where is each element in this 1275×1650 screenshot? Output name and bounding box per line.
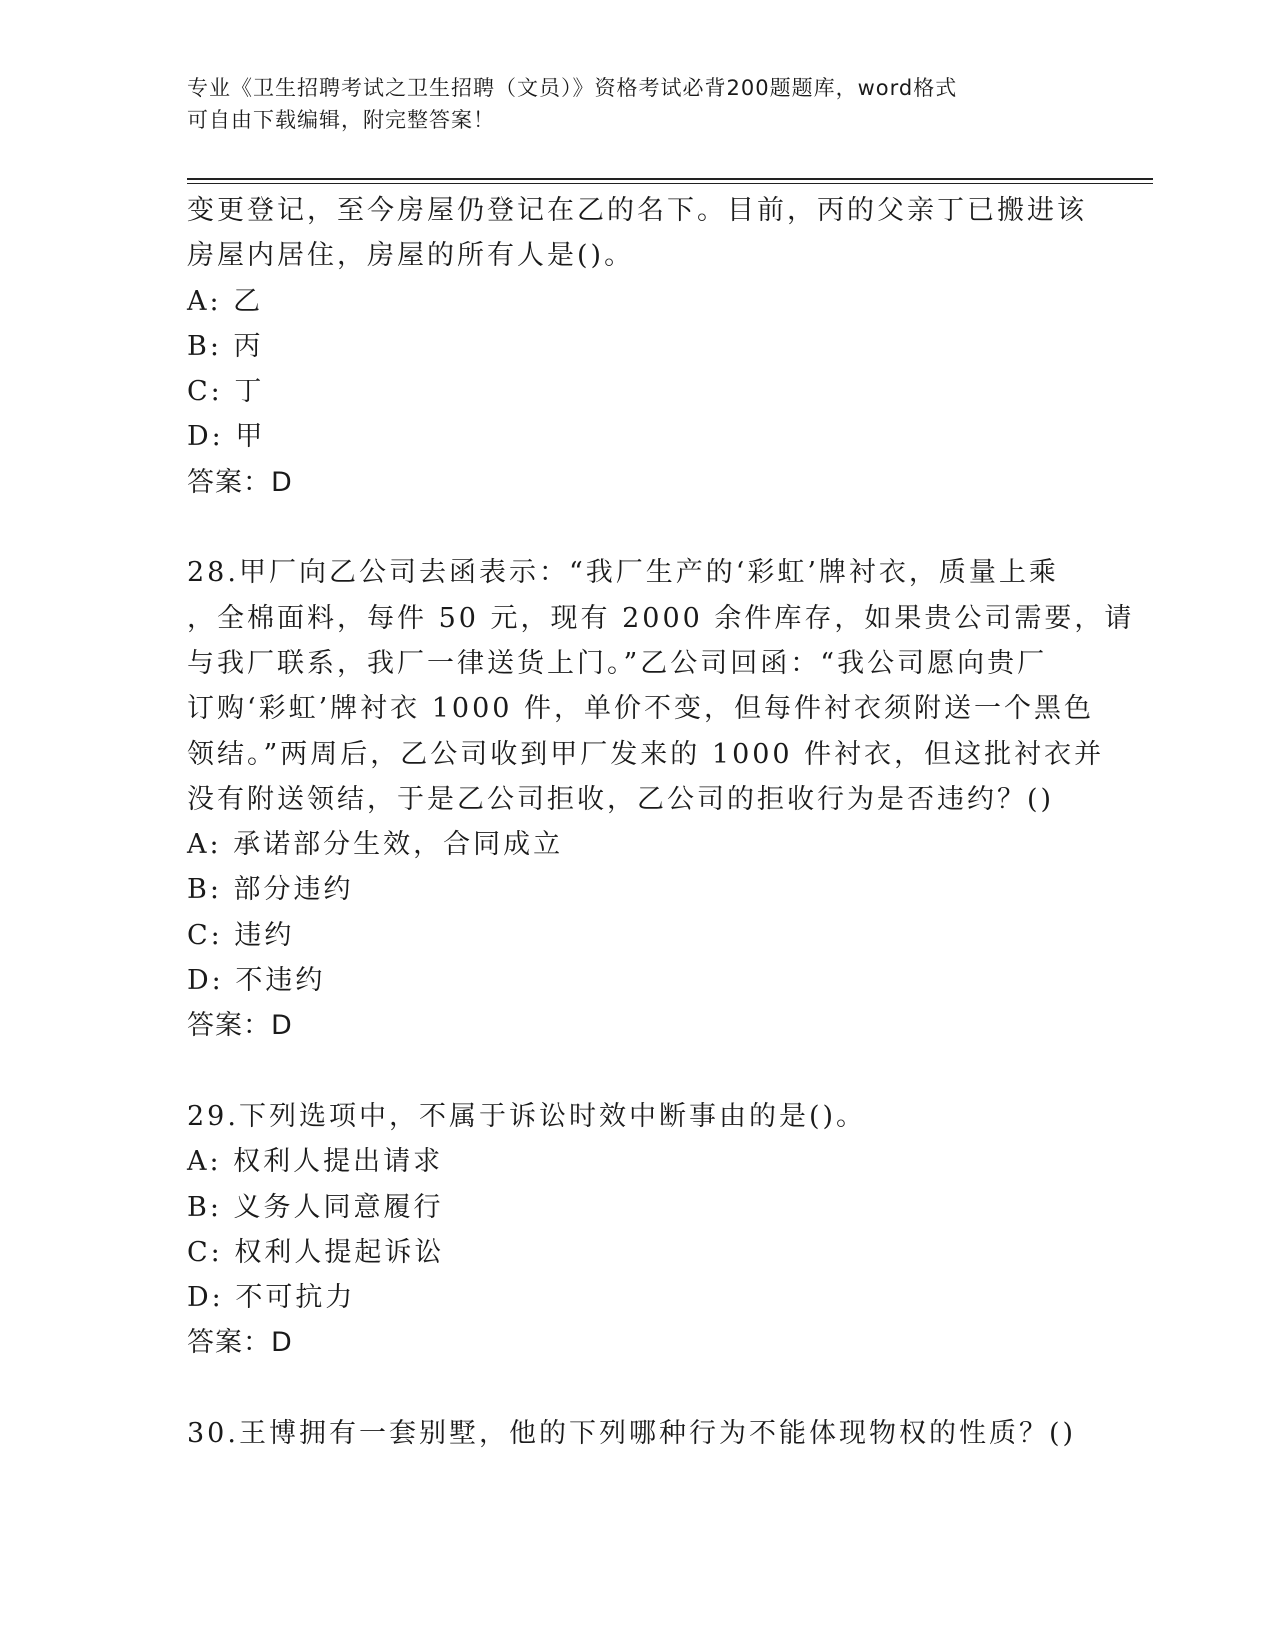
header-line-1: 专业《卫生招聘考试之卫生招聘（文员）》资格考试必背200题题库，word格式 [187, 76, 958, 100]
question-text-line: 没有附送领结，于是乙公司拒收，乙公司的拒收行为是否违约？() [187, 783, 1055, 815]
question-text-line: 房屋内居住，房屋的所有人是()。 [187, 240, 635, 272]
option-c: C: 违约 [187, 919, 295, 951]
answer-line: 答案：D [187, 1010, 293, 1042]
question-28 [187, 550, 1135, 1048]
question-29 [187, 1094, 1087, 1366]
question-text-line: ，全棉面料，每件 50 元，现有 2000 余件库存，如果贵公司需要，请 [187, 602, 1135, 634]
option-a: A: 乙 [187, 285, 264, 317]
question-text-line: 28.甲厂向乙公司去函表示：“我厂生产的‘彩虹’牌衬衣，质量上乘 [187, 557, 1059, 589]
header-divider-thick [187, 178, 1153, 180]
option-d: D: 甲 [187, 421, 266, 453]
question-text-line: 订购‘彩虹’牌衬衣 1000 件，单价不变，但每件衬衣须附送一个黑色 [187, 693, 1095, 725]
header-line-2: 可自由下载编辑，附完整答案！ [187, 108, 495, 132]
header-divider-thin [187, 183, 1153, 184]
option-c: C: 丁 [187, 376, 265, 408]
option-c: C: 权利人提起诉讼 [187, 1236, 445, 1268]
question-spacer [187, 1049, 1087, 1094]
option-d: D: 不违约 [187, 965, 326, 997]
answer-line: 答案：D [187, 1327, 293, 1359]
question-spacer [187, 1366, 1087, 1411]
question-27 [187, 188, 1087, 505]
option-b: B: 部分违约 [187, 874, 354, 906]
question-text-line: 与我厂联系，我厂一律送货上门。”乙公司回函：“我公司愿向贵厂 [187, 647, 1048, 679]
option-a: A: 权利人提出请求 [187, 1146, 444, 1178]
document-body [187, 188, 1135, 1456]
question-text-line: 领结。”两周后，乙公司收到甲厂发来的 1000 件衬衣，但这批衬衣并 [187, 738, 1105, 770]
option-b: B: 丙 [187, 330, 264, 362]
option-d: D: 不可抗力 [187, 1282, 356, 1314]
option-a: A: 承诺部分生效，合同成立 [187, 829, 564, 861]
question-text-line: 29.下列选项中，不属于诉讼时效中断事由的是()。 [187, 1100, 867, 1132]
answer-line: 答案：D [187, 466, 293, 498]
question-spacer [187, 505, 1087, 550]
question-30 [187, 1411, 1087, 1456]
option-b: B: 义务人同意履行 [187, 1191, 444, 1223]
question-text-line: 变更登记，至今房屋仍登记在乙的名下。目前，丙的父亲丁已搬进该 [187, 195, 1087, 226]
question-text-line: 30.王博拥有一套别墅，他的下列哪种行为不能体现物权的性质？() [187, 1418, 1077, 1450]
document-header [187, 72, 1087, 136]
